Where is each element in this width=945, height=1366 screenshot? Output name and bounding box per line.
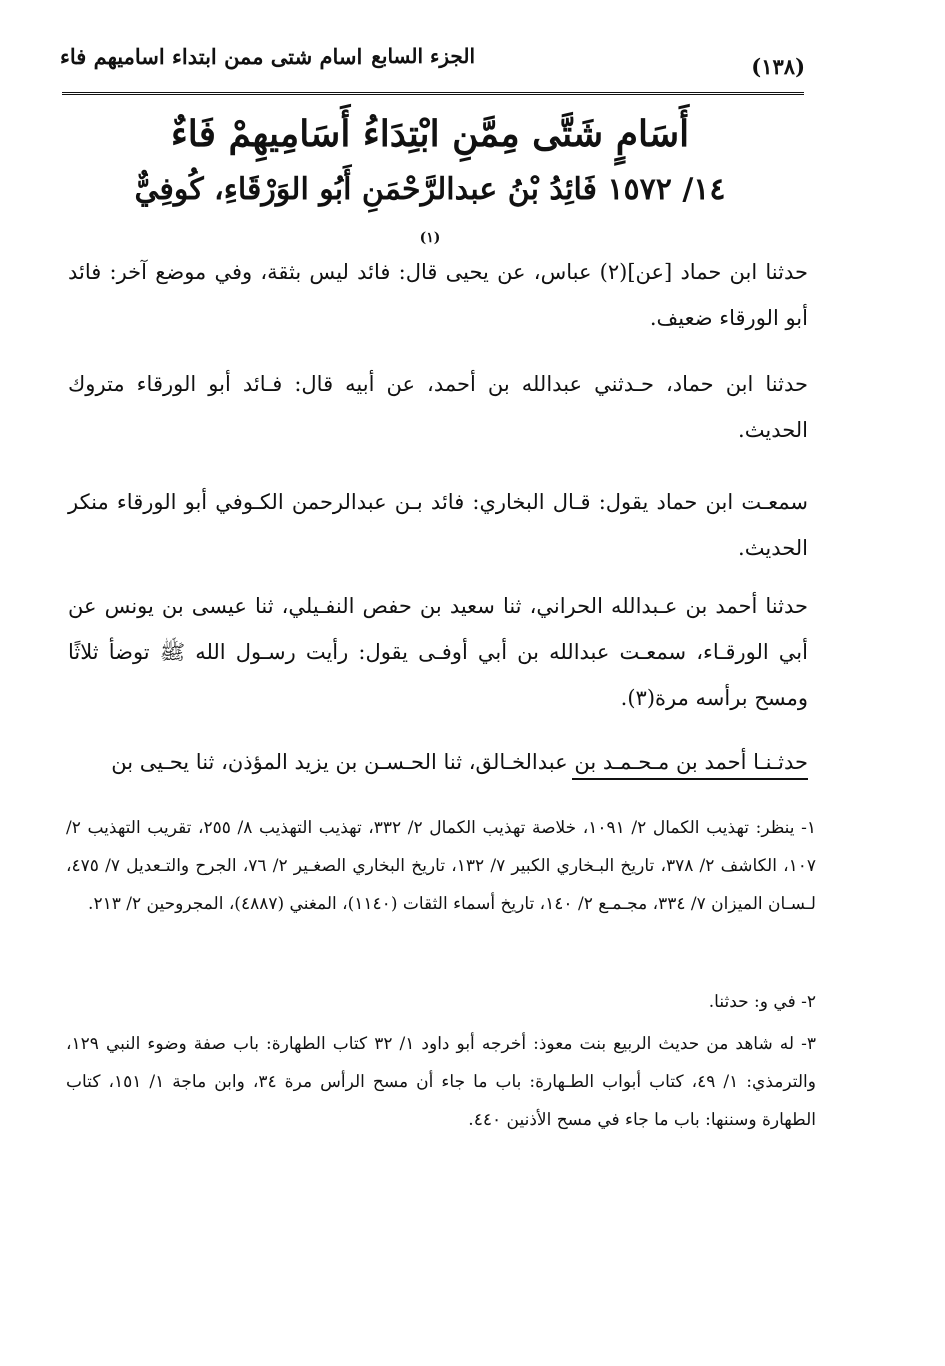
volume-label: الجزء السابع xyxy=(371,44,475,68)
chapter-title: أَسَامٍ شَتَّى مِمَّنِ ابْتِدَاءُ أَسَامِيهِمْ فَاءٌ xyxy=(170,113,690,155)
body-paragraph: سمعـت ابن حماد يقول: قـال البخاري: فائد بـن عبدالرحمن الكـوفي أبو الورقاء منكر الحديث. xyxy=(68,490,808,560)
footnote-divider xyxy=(572,778,808,780)
body-paragraph: حدثنا ابن حماد [عن](٢) عباس، عن يحيى قال: فائد ليس بثقة، وفي موضع آخر: فائد أبو الورقاء ضعيف. xyxy=(68,260,808,330)
body-paragraph: حدثنا أحمد بن عـبدالله الحراني، ثنا سعيد بن حفص النفـيلي، ثنا عيسى بن يونس عن أبي الورقـاء، سمعـت عبدالله بن أبي أوفـى يقول: رأيت رسـول الله ﷺ توضأ ثلاثًا ومسح برأسه مرة(٣). xyxy=(68,594,808,710)
footnote: ٢- في و: حدثنا. xyxy=(708,992,816,1012)
footnote-reference: (١) xyxy=(419,230,441,246)
section-label: اسام شتى ممن ابتداء اساميهم فاء xyxy=(60,44,363,69)
entry-heading-text: ١٤/ ١٥٧٢ فَائِدُ بْنُ عبدالرَّحْمَنِ أَبُو الوَرْقَاءِ، كُوفِيٌّ xyxy=(134,172,726,207)
body-paragraph: حدثـنـا أحمد بن مـحـمـد بن عبدالخـالق، ثنا الحـسـن بن يزيد المؤذن، ثنا يحـيى بن xyxy=(111,750,808,774)
footnote: ١- ينظر: تهذيب الكمال ٢/ ١٠٩١، خلاصة تهذيب الكمال ٢/ ٣٣٢، تهذيب التهذيب ٨/ ٢٥٥، تقريب التهذيب ٢/ ١٠٧، الكاشف ٢/ ٣٧٨، تاريخ البـخاري الكبير ٧/ ١٣٢، تاريخ البخاري الصغـير ٢/ ٧٦، الجرح والتـعديل ٧/ ٤٧٥، لـسـان الميزان ٧/ ٣٣٤، مجـمـع ٢/ ١٤٠، تاريخ أسماء الثقات (١١٤٠)، المغني (٤٨٨٧)، المجروحين ٢/ ٢١٣. xyxy=(66,818,817,914)
body-paragraph: حدثنا ابن حماد، حـدثني عبدالله بن أحمد، عن أبيه قال: فـائد أبو الورقاء متروك الحديث. xyxy=(68,372,808,442)
page-number: (١٣٨) xyxy=(751,54,805,79)
running-header xyxy=(60,40,805,90)
header-divider xyxy=(62,92,804,95)
footnote: ٣- له شاهد من حديث الربيع بنت معوذ: أخرجه أبو داود ١/ ٣٢ كتاب الطهارة: باب صفة وضوء النبي ١٢٩، والترمذي: ١/ ٤٩، كتاب أبواب الطـهارة: باب ما جاء أن مسح الرأس مرة ٣٤، وابن ماجة ١/ ١٥١، كتاب الطهارة وسننها: باب ما جاء في مسح الأذنين ٤٤٠. xyxy=(66,1034,816,1130)
